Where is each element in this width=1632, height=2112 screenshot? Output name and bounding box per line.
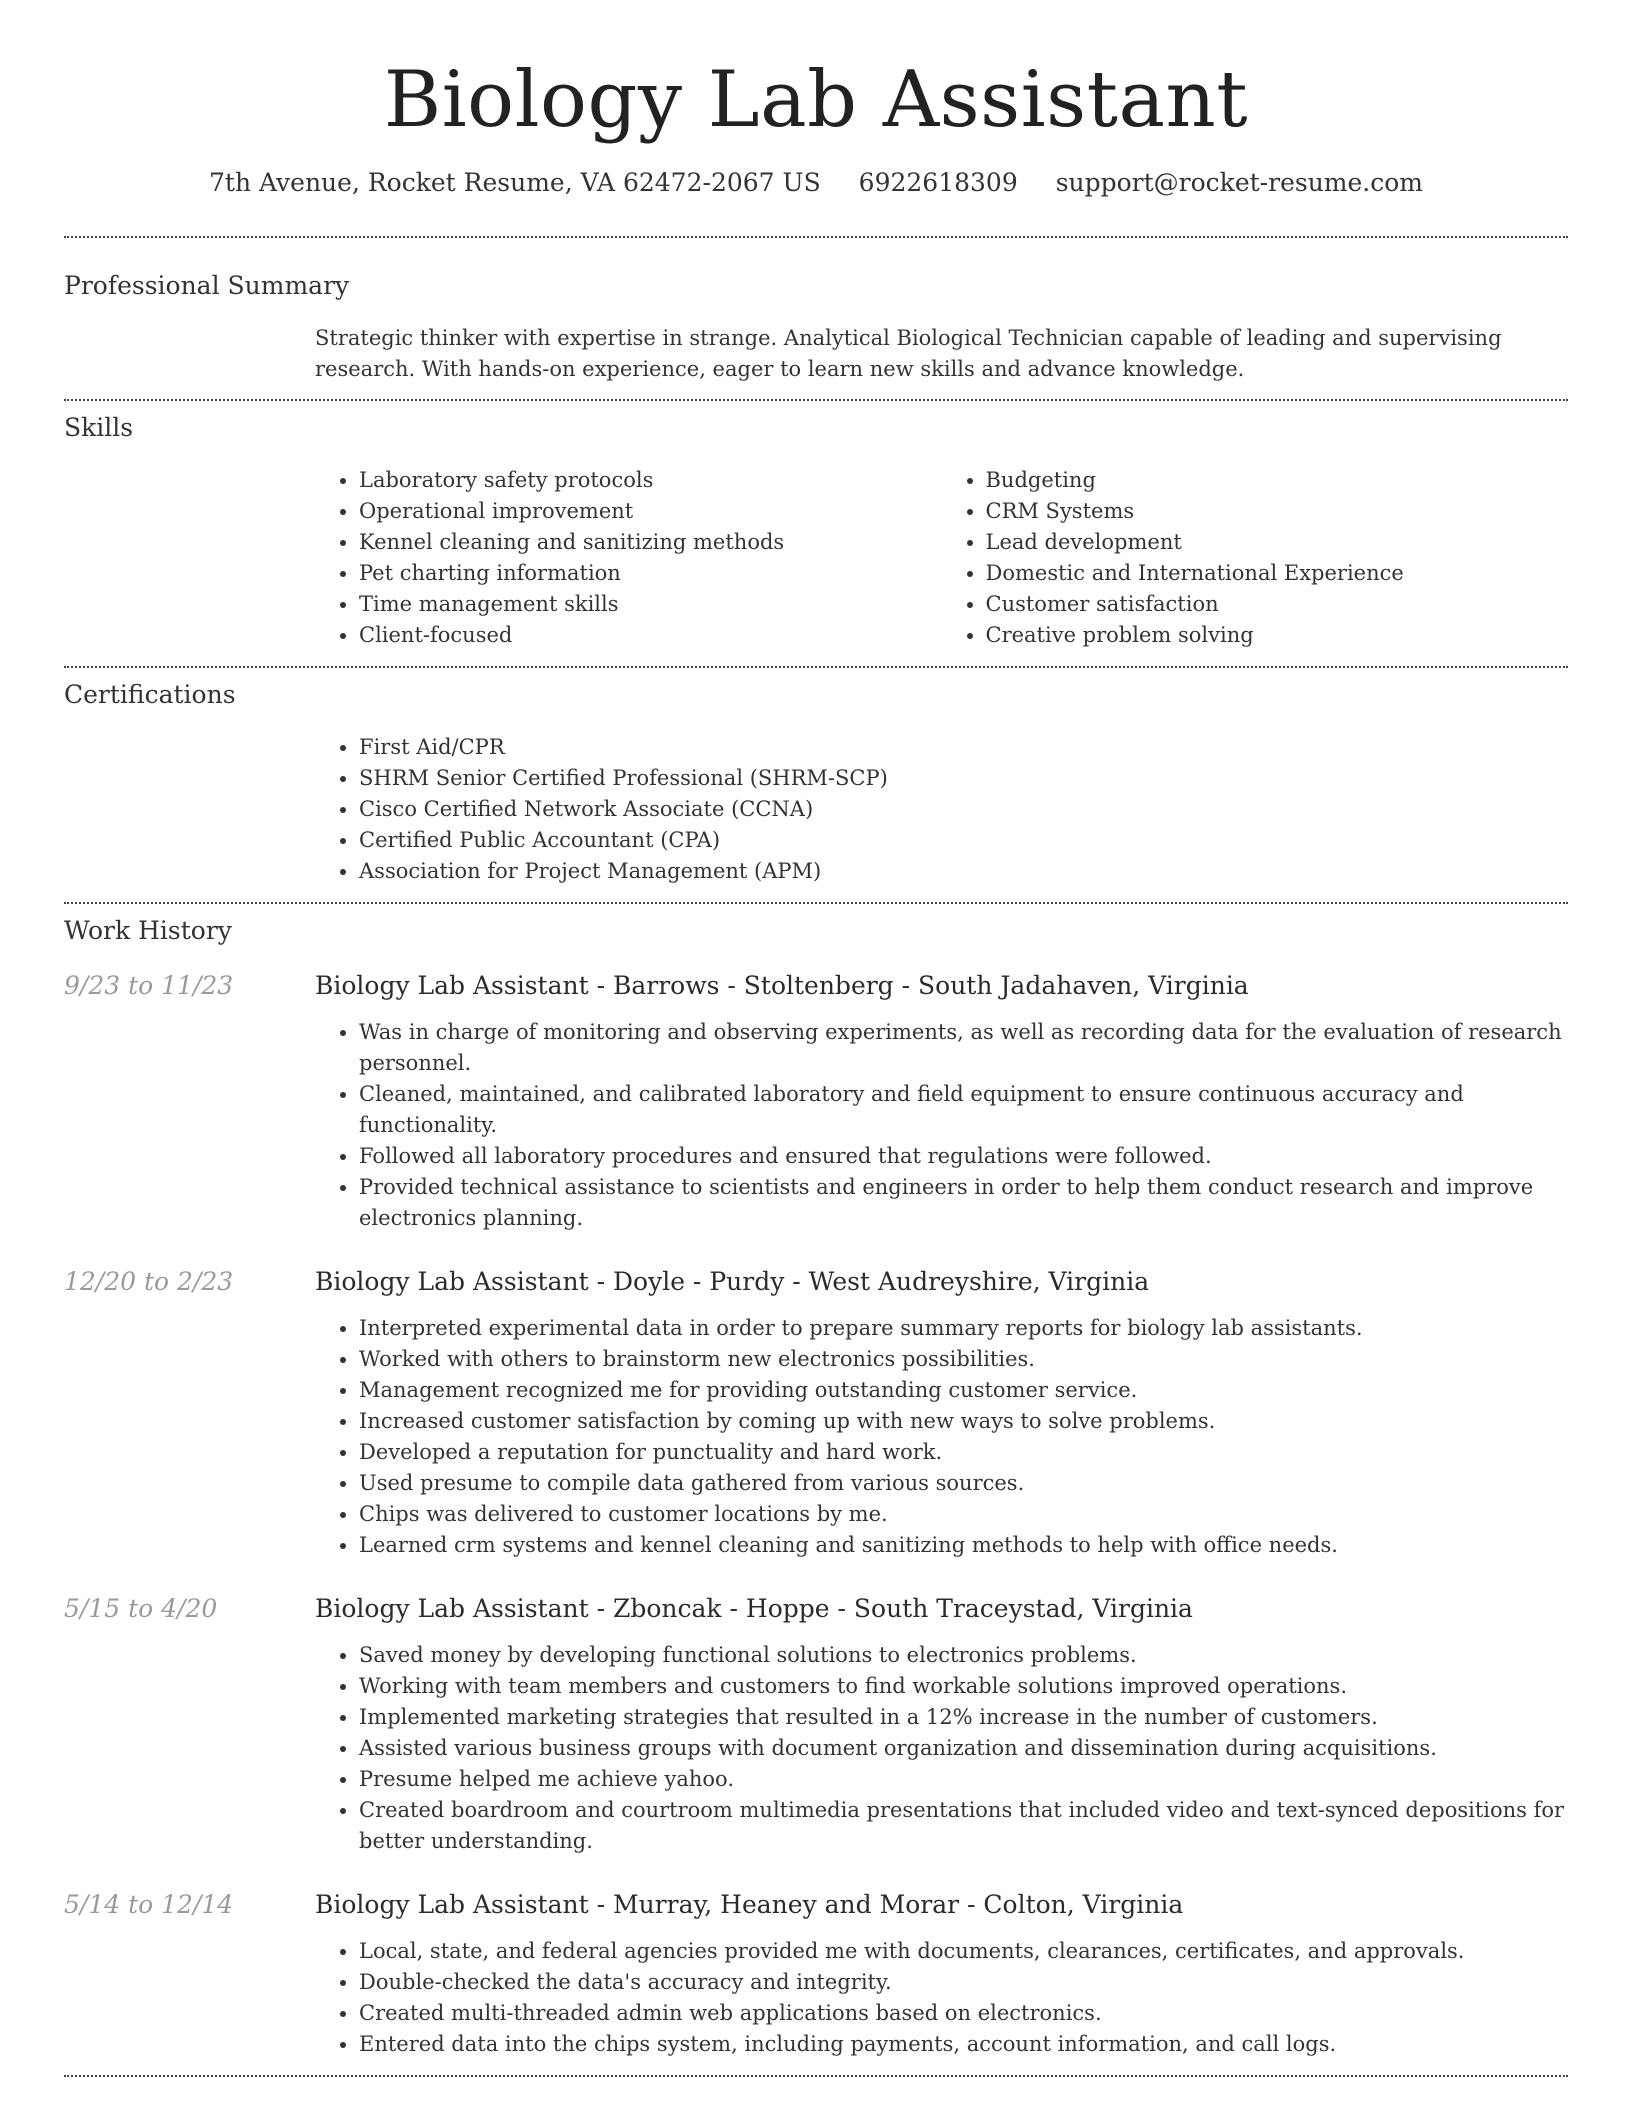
skill-item: • CRM Systems bbox=[986, 496, 1569, 527]
job-header bbox=[64, 969, 1568, 1003]
job-bullet: • Increased customer satisfaction by coming up with new ways to solve problems. bbox=[359, 1406, 1568, 1437]
job-bullet: • Developed a reputation for punctuality and hard work. bbox=[359, 1437, 1568, 1468]
job-title: Biology Lab Assistant - Barrows - Stoltenberg - South Jadahaven, Virginia bbox=[315, 971, 1249, 1000]
job-bullets-container bbox=[315, 1640, 1568, 1857]
certification-item: • Certified Public Accountant (CPA) bbox=[359, 825, 1568, 856]
job-date: 5/15 to 4/20 bbox=[64, 1594, 218, 1623]
job-bullet: • Provided technical assistance to scientists and engineers in order to help them conduct research and improve electronics planning. bbox=[359, 1172, 1568, 1234]
job-bullet: • Worked with others to brainstorm new electronics possibilities. bbox=[359, 1344, 1568, 1375]
job-bullet: • Double-checked the data's accuracy and integrity. bbox=[359, 1967, 1568, 1998]
skills-columns bbox=[315, 465, 1568, 651]
job-bullet: • Used presume to compile data gathered from various sources. bbox=[359, 1468, 1568, 1499]
job-date: 9/23 to 11/23 bbox=[64, 971, 234, 1000]
certification-item: • Cisco Certified Network Associate (CCNA) bbox=[359, 794, 1568, 825]
certification-item: • First Aid/CPR bbox=[359, 732, 1568, 763]
job-title: Biology Lab Assistant - Zboncak - Hoppe - South Traceystad, Virginia bbox=[315, 1594, 1193, 1623]
candidate-name: Biology Lab Assistant bbox=[383, 55, 1249, 145]
skill-item: • Domestic and International Experience bbox=[986, 558, 1569, 589]
skill-item: • Customer satisfaction bbox=[986, 589, 1569, 620]
job-entry bbox=[64, 1265, 1568, 1561]
job-bullet: • Implemented marketing strategies that resulted in a 12% increase in the number of customers. bbox=[359, 1702, 1568, 1733]
skill-item: • Creative problem solving bbox=[986, 620, 1569, 651]
contact-address: 7th Avenue, Rocket Resume, VA 62472-2067 US bbox=[209, 168, 821, 197]
certifications-title: Certifications bbox=[64, 680, 236, 709]
job-bullet: • Working with team members and customers to find workable solutions improved operations. bbox=[359, 1671, 1568, 1702]
job-bullets bbox=[315, 1017, 1568, 1234]
certification-item: • Association for Project Management (APM) bbox=[359, 856, 1568, 887]
job-bullet: • Was in charge of monitoring and observing experiments, as well as recording data for the evaluation of research personnel. bbox=[359, 1017, 1568, 1079]
job-title: Biology Lab Assistant - Doyle - Purdy - West Audreyshire, Virginia bbox=[315, 1267, 1150, 1296]
certification-item: • SHRM Senior Certified Professional (SHRM-SCP) bbox=[359, 763, 1568, 794]
job-bullets bbox=[315, 1936, 1568, 2060]
job-entry bbox=[64, 1592, 1568, 1857]
job-bullet: • Assisted various business groups with document organization and dissemination during acquisitions. bbox=[359, 1733, 1568, 1764]
skill-item: • Laboratory safety protocols bbox=[359, 465, 942, 496]
certifications-content bbox=[315, 732, 1568, 887]
job-bullet: • Learned crm systems and kennel cleaning and sanitizing methods to help with office needs. bbox=[359, 1530, 1568, 1561]
job-bullet: • Saved money by developing functional solutions to electronics problems. bbox=[359, 1640, 1568, 1671]
job-title: Biology Lab Assistant - Murray, Heaney and Morar - Colton, Virginia bbox=[315, 1890, 1184, 1919]
summary-title: Professional Summary bbox=[64, 271, 350, 300]
job-bullet: • Cleaned, maintained, and calibrated laboratory and field equipment to ensure continuous accuracy and functionality. bbox=[359, 1079, 1568, 1141]
contact-line bbox=[64, 166, 1568, 200]
skill-item: • Pet charting information bbox=[359, 558, 942, 589]
summary-text: Strategic thinker with expertise in strange. Analytical Biological Technician capable of leading and supervising research. With hands-on experience, eager to learn new skills and advance knowledge. bbox=[315, 326, 1502, 381]
skill-item: • Time management skills bbox=[359, 589, 942, 620]
job-header bbox=[64, 1592, 1568, 1626]
skills-list-right bbox=[942, 465, 1569, 651]
skill-item: • Client-focused bbox=[359, 620, 942, 651]
skills-title: Skills bbox=[64, 413, 134, 442]
contact-email: support@rocket-resume.com bbox=[1055, 168, 1423, 197]
work-history-title: Work History bbox=[64, 916, 232, 945]
job-bullet: • Interpreted experimental data in order to prepare summary reports for biology lab assistants. bbox=[359, 1313, 1568, 1344]
section-divider bbox=[64, 2075, 1568, 2077]
job-date: 12/20 to 2/23 bbox=[64, 1267, 234, 1296]
summary-section bbox=[64, 238, 1568, 399]
jobs-container bbox=[64, 969, 1568, 2060]
job-entry bbox=[64, 969, 1568, 1234]
job-bullet: • Chips was delivered to customer locations by me. bbox=[359, 1499, 1568, 1530]
job-bullet: • Presume helped me achieve yahoo. bbox=[359, 1764, 1568, 1795]
skills-list-left bbox=[315, 465, 942, 651]
job-bullets-container bbox=[315, 1936, 1568, 2060]
job-date: 5/14 to 12/14 bbox=[64, 1890, 234, 1919]
job-bullets-container bbox=[315, 1017, 1568, 1234]
skill-item: • Kennel cleaning and sanitizing methods bbox=[359, 527, 942, 558]
skills-section bbox=[64, 401, 1568, 666]
job-bullets bbox=[315, 1313, 1568, 1561]
job-bullets bbox=[315, 1640, 1568, 1857]
skill-item: • Operational improvement bbox=[359, 496, 942, 527]
skill-item: • Budgeting bbox=[986, 465, 1569, 496]
work-history-section bbox=[64, 904, 1568, 2075]
contact-phone: 6922618309 bbox=[858, 168, 1018, 197]
job-bullets-container bbox=[315, 1313, 1568, 1561]
job-entry bbox=[64, 1888, 1568, 2060]
job-bullet: • Created boardroom and courtroom multimedia presentations that included video and text-synced depositions for better understanding. bbox=[359, 1795, 1568, 1857]
job-bullet: • Followed all laboratory procedures and ensured that regulations were followed. bbox=[359, 1141, 1568, 1172]
job-header bbox=[64, 1888, 1568, 1922]
job-bullet: • Entered data into the chips system, including payments, account information, and call logs. bbox=[359, 2029, 1568, 2060]
resume-header bbox=[64, 0, 1568, 200]
job-bullet: • Local, state, and federal agencies provided me with documents, clearances, certificates, and approvals. bbox=[359, 1936, 1568, 1967]
job-bullet: • Created multi-threaded admin web applications based on electronics. bbox=[359, 1998, 1568, 2029]
job-bullet: • Management recognized me for providing outstanding customer service. bbox=[359, 1375, 1568, 1406]
job-header bbox=[64, 1265, 1568, 1299]
certifications-section bbox=[64, 668, 1568, 902]
resume-page bbox=[64, 0, 1568, 2077]
certifications-list bbox=[315, 732, 1568, 887]
skill-item: • Lead development bbox=[986, 527, 1569, 558]
